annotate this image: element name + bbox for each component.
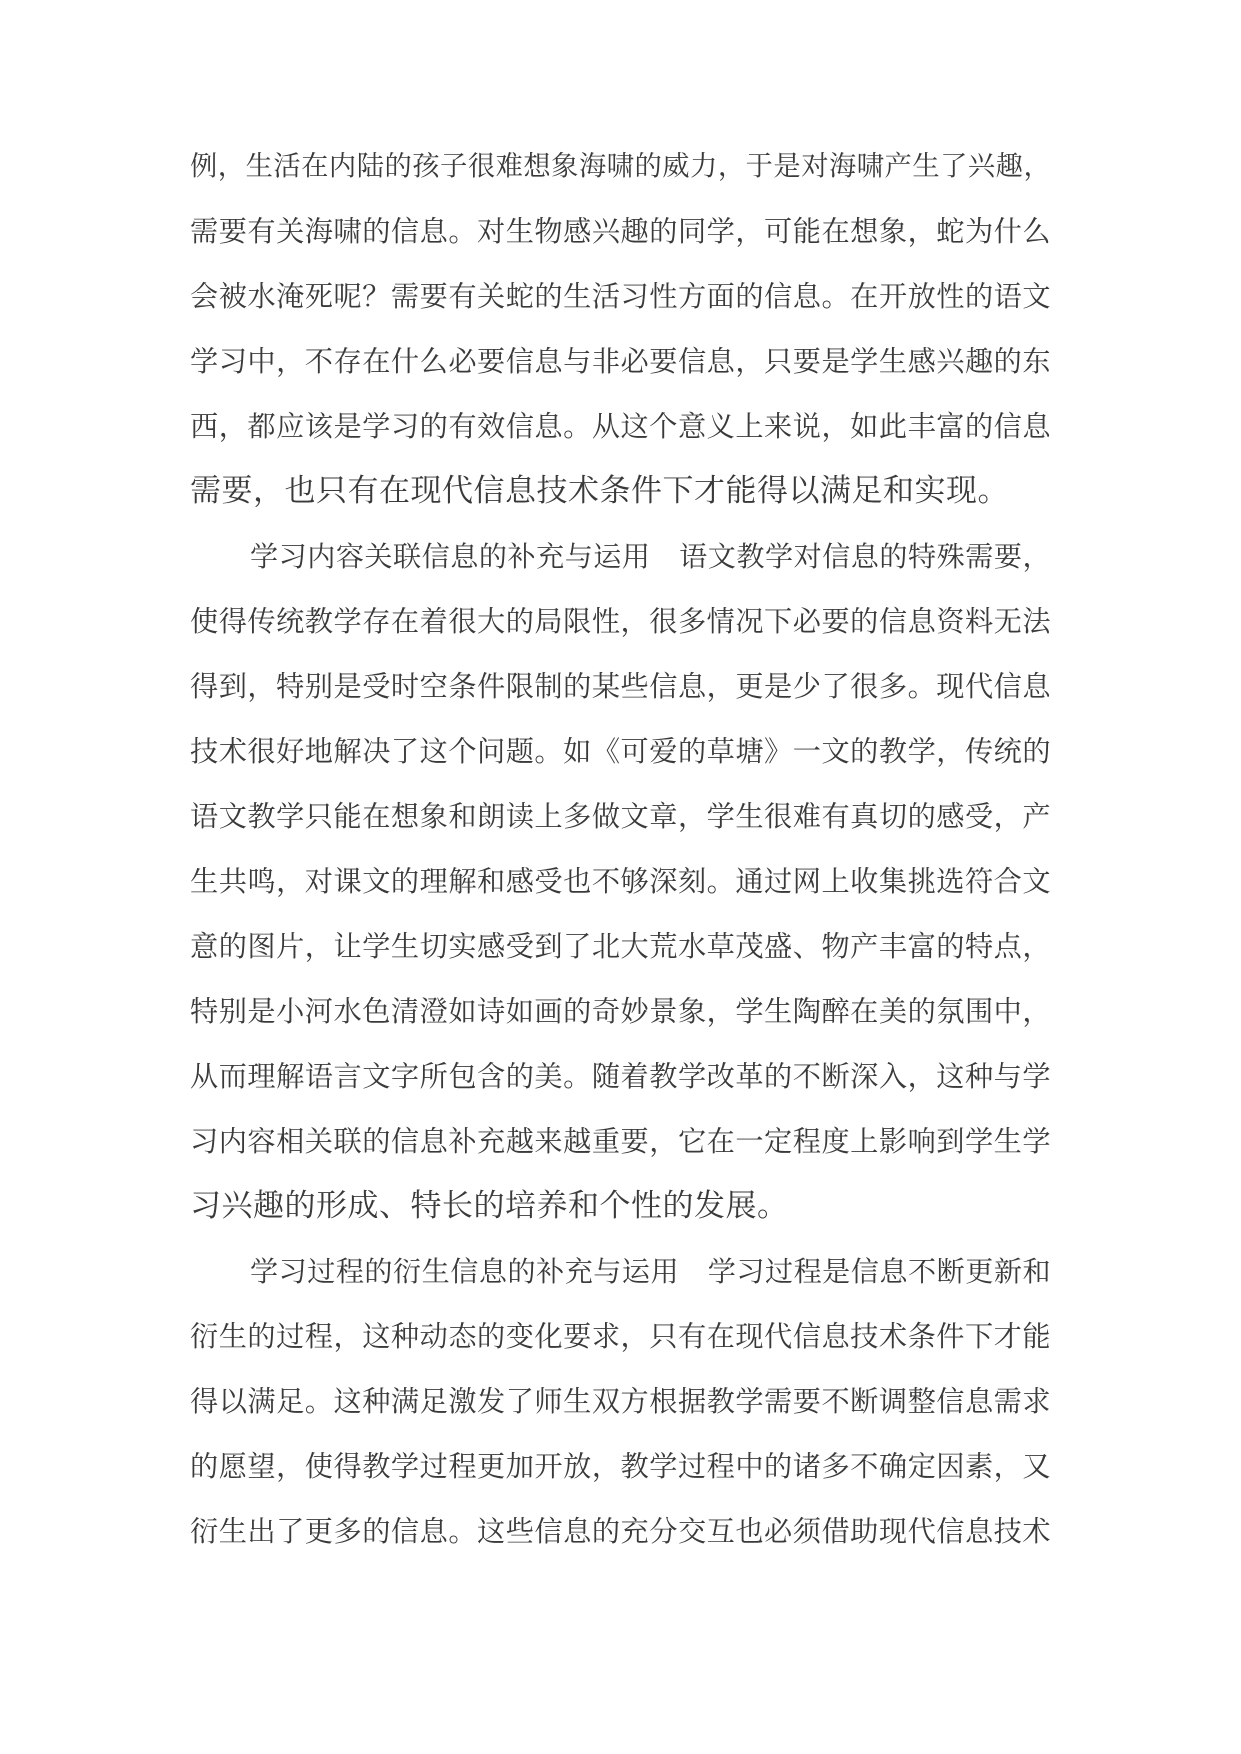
text-line: 语文教学只能在想象和朗读上多做文章，学生很难有真切的感受，产 bbox=[190, 800, 1052, 833]
text-line: 西，都应该是学习的有效信息。从这个意义上来说，如此丰富的信息 bbox=[190, 410, 1052, 443]
text-line: 习兴趣的形成、特长的培养和个性的发展。 bbox=[190, 1188, 789, 1224]
text-line: 衍生出了更多的信息。这些信息的充分交互也必须借助现代信息技术 bbox=[190, 1515, 1052, 1548]
text-line: 生共鸣，对课文的理解和感受也不够深刻。通过网上收集挑选符合文 bbox=[190, 865, 1052, 898]
text-line: 衍生的过程，这种动态的变化要求，只有在现代信息技术条件下才能 bbox=[190, 1320, 1052, 1353]
text-line: 得到，特别是受时空条件限制的某些信息，更是少了很多。现代信息 bbox=[190, 670, 1052, 703]
text-line: 从而理解语言文字所包含的美。随着教学改革的不断深入，这种与学 bbox=[190, 1060, 1052, 1093]
text-line: 习内容相关联的信息补充越来越重要，它在一定程度上影响到学生学 bbox=[190, 1125, 1052, 1158]
paragraph-heading-line: 学习内容关联信息的补充与运用 语文教学对信息的特殊需要， bbox=[250, 540, 1052, 573]
text-line: 得以满足。这种满足激发了师生双方根据教学需要不断调整信息需求 bbox=[190, 1385, 1052, 1418]
document-body bbox=[190, 134, 1050, 1564]
text-line: 需要，也只有在现代信息技术条件下才能得以满足和实现。 bbox=[190, 473, 1009, 509]
text-line: 学习中，不存在什么必要信息与非必要信息，只要是学生感兴趣的东 bbox=[190, 345, 1052, 378]
text-line: 需要有关海啸的信息。对生物感兴趣的同学，可能在想象，蛇为什么 bbox=[190, 215, 1052, 248]
text-line: 技术很好地解决了这个问题。如《可爱的草塘》一文的教学，传统的 bbox=[190, 735, 1052, 768]
text-line: 意的图片，让学生切实感受到了北大荒水草茂盛、物产丰富的特点， bbox=[190, 930, 1052, 963]
text-line: 会被水淹死呢？需要有关蛇的生活习性方面的信息。在开放性的语文 bbox=[190, 280, 1052, 313]
text-line: 特别是小河水色清澄如诗如画的奇妙景象，学生陶醉在美的氛围中， bbox=[190, 995, 1052, 1028]
text-line: 使得传统教学存在着很大的局限性，很多情况下必要的信息资料无法 bbox=[190, 605, 1052, 638]
text-line: 的愿望，使得教学过程更加开放，教学过程中的诸多不确定因素，又 bbox=[190, 1450, 1052, 1483]
paragraph-heading-line: 学习过程的衍生信息的补充与运用 学习过程是信息不断更新和 bbox=[250, 1255, 1052, 1288]
text-line: 例，生活在内陆的孩子很难想象海啸的威力，于是对海啸产生了兴趣， bbox=[190, 151, 1052, 182]
